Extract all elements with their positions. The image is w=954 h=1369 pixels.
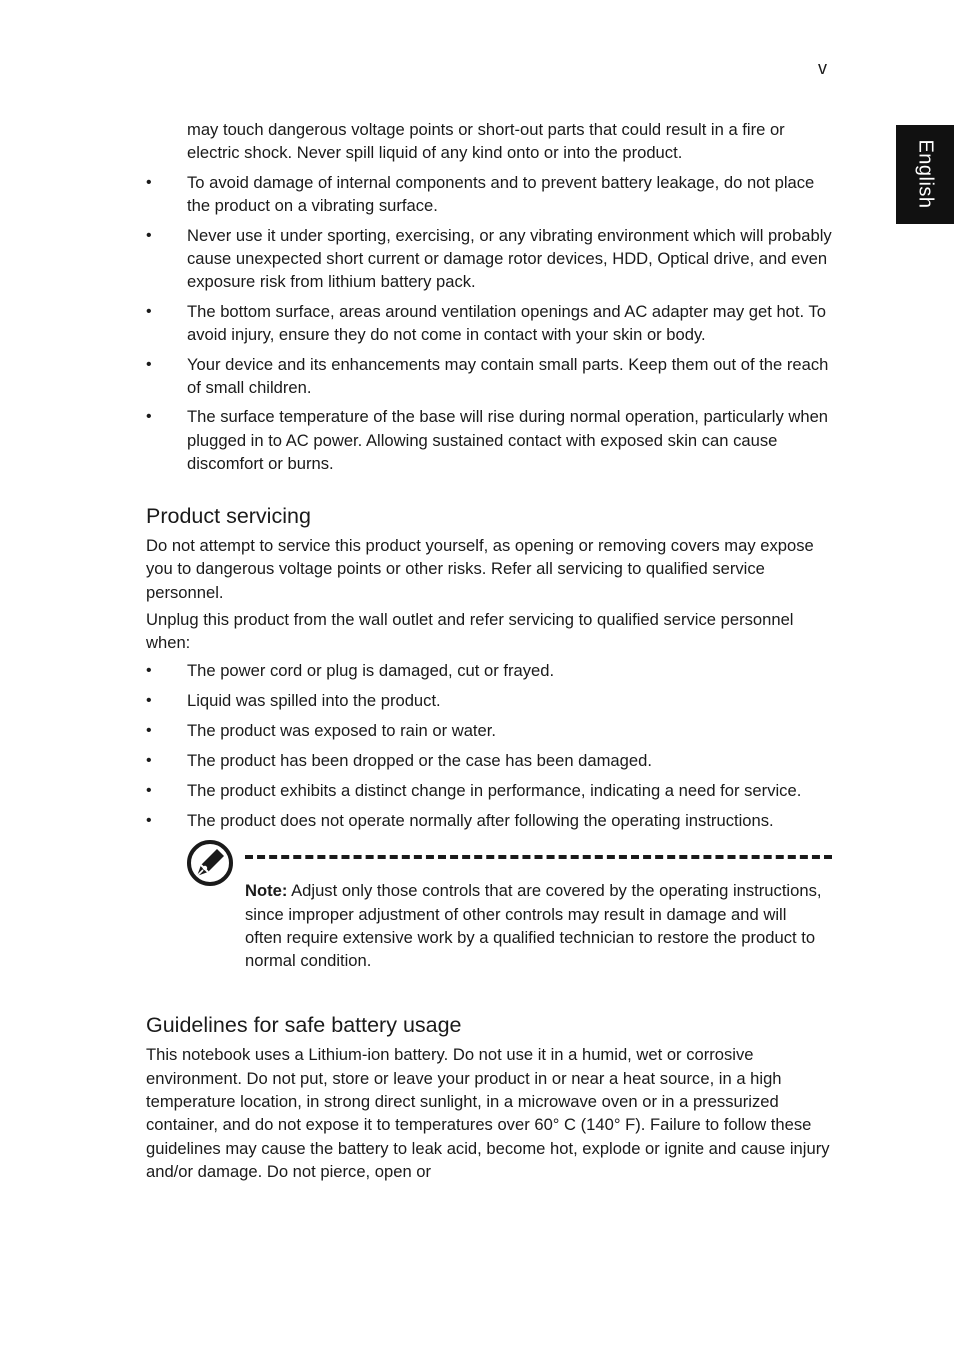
list-item: [146, 719, 832, 742]
page-content: [146, 118, 832, 1188]
battery-guidelines-heading: Guidelines for safe battery usage: [146, 1013, 462, 1038]
list-item-text: To avoid damage of internal components and to prevent battery leakage, do not place the product on a vibrating surface.: [187, 172, 815, 216]
list-item-text: Liquid was spilled into the product.: [187, 690, 441, 710]
list-item-text: The product was exposed to rain or water.: [187, 720, 496, 740]
bullet-icon: •: [146, 751, 152, 769]
bullet-icon: •: [146, 302, 152, 320]
language-side-tab: [896, 125, 954, 224]
note-label: Note:: [245, 881, 288, 901]
bullet-icon: •: [146, 408, 152, 426]
bullet-icon: •: [146, 661, 152, 679]
page-number: v: [818, 58, 827, 78]
list-item-text: Never use it under sporting, exercising, or any vibrating environment which will probably cause unexpected short current or damage rotor devices, HDD, Optical drive, and even exposure risk from lithium battery pack.: [187, 225, 832, 292]
battery-paragraph: This notebook uses a Lithium-ion battery. Do not use it in a humid, wet or corrosive environment. Do not put, store or leave your product in or near a heat source, in a high temperature location, in strong direct sunlight, in a microwave oven or in a pressurized container, and do not expose it to temperatures over 60° C (140° F). Failure to follow these guidelines may cause the battery to leak acid, become hot, explode or ignite and cause injury and/or damage. Do not pierce, open or: [146, 1045, 830, 1182]
bullet-icon: •: [146, 173, 152, 191]
list-item: [146, 659, 832, 682]
list-item: [146, 689, 832, 712]
list-item: [146, 779, 832, 802]
list-item: [146, 171, 832, 218]
continuation-paragraph: may touch dangerous voltage points or short-out parts that could result in a fire or electric shock. Never spill liquid of any kind onto or into the product.: [187, 120, 785, 163]
bullet-icon: •: [146, 691, 152, 709]
list-item-text: The bottom surface, areas around ventilation openings and AC adapter may get hot. To avoid injury, ensure they do not come in contact with your skin or body.: [187, 301, 826, 345]
bullet-icon: •: [146, 721, 152, 739]
bullet-icon: •: [146, 355, 152, 373]
bullet-icon: •: [146, 226, 152, 244]
list-item: [146, 300, 832, 347]
list-item: [146, 353, 832, 400]
side-tab-label: English: [914, 139, 937, 209]
servicing-paragraph-1: Do not attempt to service this product yourself, as opening or removing covers may expose you to dangerous voltage points or other risks. Refer all servicing to qualified service personnel.: [146, 535, 814, 602]
note-text: [245, 879, 825, 973]
list-item-text: The surface temperature of the base will rise during normal operation, particularly when plugged in to AC power. Allowing sustained contact with exposed skin can cause discomfort or burns.: [187, 407, 829, 474]
list-item: [146, 224, 832, 294]
list-item-text: The product exhibits a distinct change in performance, indicating a need for service.: [187, 780, 802, 800]
list-item: [146, 809, 832, 832]
list-item-text: The power cord or plug is damaged, cut or frayed.: [187, 660, 555, 680]
servicing-bullet-list: [146, 659, 832, 832]
list-item-text: Your device and its enhancements may contain small parts. Keep them out of the reach of small children.: [187, 354, 829, 398]
note-dashed-divider: [245, 855, 832, 859]
note-pen-icon: [186, 839, 234, 887]
note-body: Adjust only those controls that are covered by the operating instructions, since improper adjustment of other controls may result in damage and will often require extensive work by a qualified technician to restore the product to normal condition.: [245, 881, 822, 971]
list-item-text: The product does not operate normally after following the operating instructions.: [187, 810, 774, 830]
list-item: [146, 749, 832, 772]
servicing-paragraph-2: Unplug this product from the wall outlet and refer servicing to qualified service personnel when:: [146, 609, 794, 653]
safety-bullet-list: [146, 171, 832, 476]
list-item: [146, 405, 832, 475]
list-item-text: The product has been dropped or the case has been damaged.: [187, 750, 652, 770]
bullet-icon: •: [146, 781, 152, 799]
bullet-icon: •: [146, 811, 152, 829]
product-servicing-heading: Product servicing: [146, 503, 311, 528]
note-callout: [146, 845, 832, 985]
